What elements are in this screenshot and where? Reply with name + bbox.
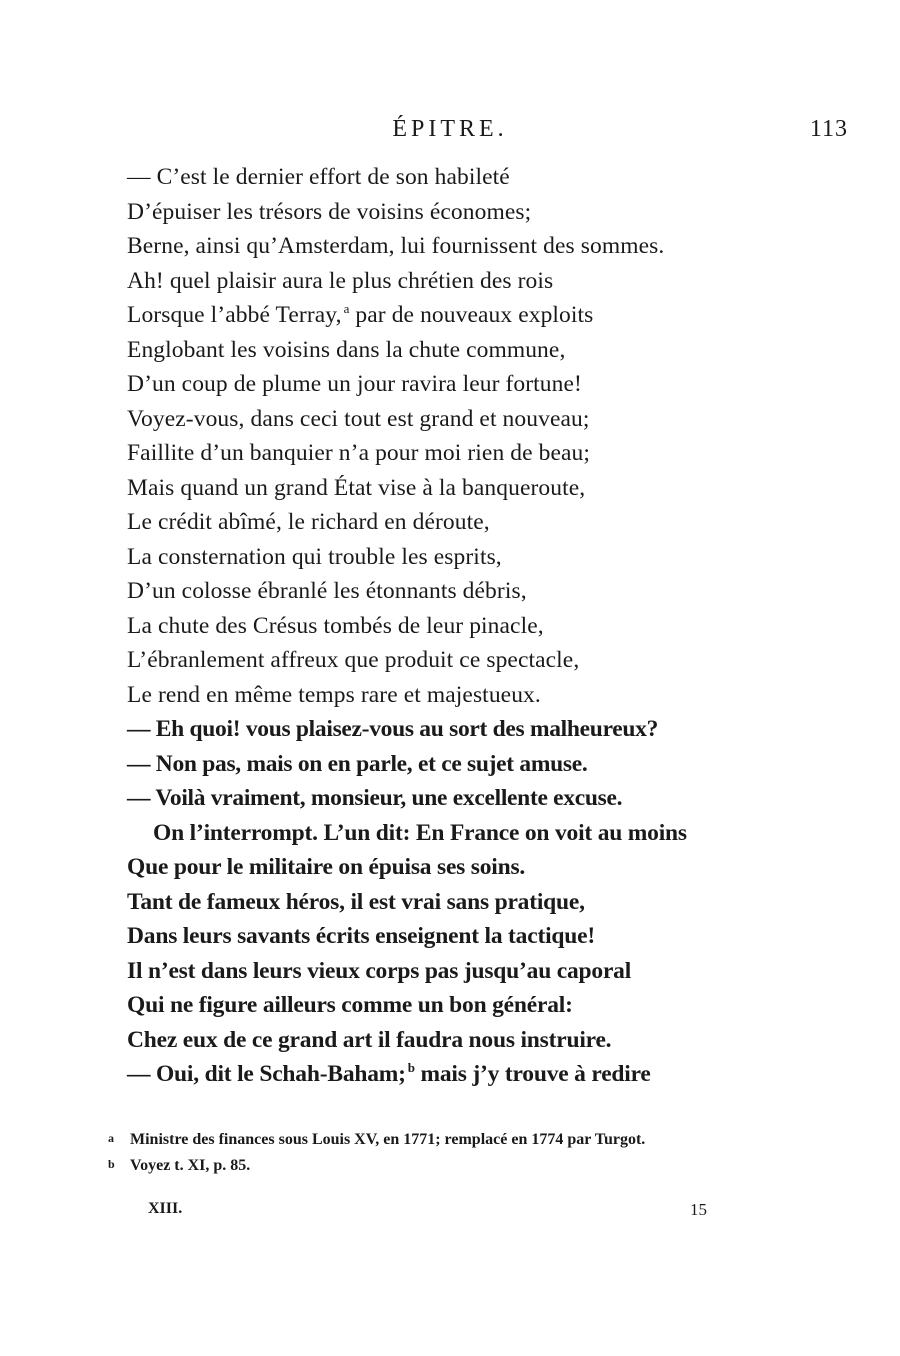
verse-text: Englobant les voisins dans la chute commune, bbox=[127, 336, 566, 363]
verse-line bbox=[127, 195, 867, 230]
footnote-marker: a bbox=[108, 1131, 114, 1145]
verse-text: Chez eux de ce grand art il faudra nous instruire. bbox=[127, 1026, 612, 1053]
verse-line bbox=[127, 367, 867, 402]
verse-line bbox=[127, 264, 867, 299]
verse-line bbox=[127, 505, 867, 540]
verse-line bbox=[127, 402, 867, 437]
verse-line bbox=[127, 643, 867, 678]
verse-line bbox=[127, 747, 867, 782]
footnote-text: Voyez t. XI, p. 85. bbox=[130, 1157, 251, 1174]
verse-text: On l’interrompt. L’un dit: En France on voit au moins bbox=[153, 819, 687, 846]
page-number: 113 bbox=[809, 116, 848, 142]
verse-body bbox=[127, 160, 867, 1092]
verse-line bbox=[127, 885, 867, 920]
verse-line bbox=[127, 678, 867, 713]
verse-text: — Oui, dit le Schah-Baham; bbox=[127, 1061, 406, 1087]
verse-text: Il n’est dans leurs vieux corps pas jusqu’au caporal bbox=[127, 957, 632, 984]
running-title: ÉPITRE. bbox=[392, 116, 508, 142]
verse-text: D’un coup de plume un jour ravira leur fortune! bbox=[127, 371, 582, 397]
verse-text: Berne, ainsi qu’Amsterdam, lui fournissent des sommes. bbox=[127, 233, 665, 259]
verse-text-continued: mais j’y trouve à redire bbox=[414, 1061, 651, 1087]
verse-text: Le crédit abîmé, le richard en déroute, bbox=[127, 509, 490, 535]
verse-line bbox=[127, 609, 867, 644]
verse-line bbox=[127, 160, 867, 195]
verse-line bbox=[127, 919, 867, 954]
verse-line bbox=[127, 229, 867, 264]
verse-line bbox=[127, 540, 867, 575]
verse-text: Faillite d’un banquier n’a pour moi rien de beau; bbox=[127, 440, 591, 466]
running-head bbox=[0, 114, 900, 148]
verse-text: — Voilà vraiment, monsieur, une excellente excuse. bbox=[127, 785, 623, 811]
verse-line bbox=[127, 781, 867, 816]
verse-text: La chute des Crésus tombés de leur pinacle, bbox=[127, 612, 544, 639]
verse-text-continued: par de nouveaux exploits bbox=[349, 302, 594, 328]
verse-text: — Non pas, mais on en parle, et ce sujet amuse. bbox=[127, 750, 588, 777]
footnote bbox=[108, 1152, 868, 1178]
signature-mark: XIII. bbox=[148, 1200, 183, 1217]
verse-text: Voyez-vous, dans ceci tout est grand et nouveau; bbox=[127, 405, 590, 432]
verse-text: Que pour le militaire on épuisa ses soins. bbox=[127, 854, 526, 880]
verse-text: Le rend en même temps rare et majestueux. bbox=[127, 681, 541, 708]
verse-line bbox=[127, 471, 867, 506]
verse-line bbox=[127, 712, 867, 747]
verse-text: D’épuiser les trésors de voisins économes; bbox=[127, 198, 532, 225]
verse-line bbox=[127, 298, 867, 333]
footnotes bbox=[108, 1126, 868, 1178]
verse-text: L’ébranlement affreux que produit ce spectacle, bbox=[127, 647, 580, 673]
verse-text: — Eh quoi! vous plaisez-vous au sort des malheureux? bbox=[127, 716, 659, 742]
verse-text: Ah! quel plaisir aura le plus chrétien des rois bbox=[127, 267, 554, 294]
verse-line bbox=[127, 954, 867, 989]
footnote-reference: a bbox=[343, 301, 350, 317]
verse-text: Dans leurs savants écrits enseignent la tactique! bbox=[127, 923, 596, 949]
verse-text: — C’est le dernier effort de son habileté bbox=[127, 164, 510, 190]
verse-line bbox=[127, 333, 867, 368]
verse-text: Tant de fameux héros, il est vrai sans pratique, bbox=[127, 888, 585, 915]
verse-text: D’un colosse ébranlé les étonnants débris, bbox=[127, 578, 527, 604]
verse-text: Mais quand un grand État vise à la banqueroute, bbox=[127, 474, 586, 501]
verse-text: La consternation qui trouble les esprits, bbox=[127, 543, 502, 570]
verse-text: Lorsque l’abbé Terray, bbox=[127, 302, 342, 328]
verse-line bbox=[127, 816, 867, 851]
verse-line bbox=[127, 1023, 867, 1058]
verse-line bbox=[127, 850, 867, 885]
verse-line bbox=[127, 988, 867, 1023]
verse-line bbox=[127, 1057, 867, 1092]
footnote-text: Ministre des finances sous Louis XV, en 1771; remplacé en 1774 par Turgot. bbox=[130, 1131, 646, 1148]
footnote-marker: b bbox=[108, 1157, 115, 1171]
verse-line bbox=[127, 574, 867, 609]
footnote bbox=[108, 1126, 868, 1152]
footnote-reference: b bbox=[407, 1060, 415, 1076]
verse-line bbox=[127, 436, 867, 471]
verse-text: Qui ne figure ailleurs comme un bon général: bbox=[127, 992, 573, 1018]
sheet-number: 15 bbox=[690, 1200, 707, 1219]
